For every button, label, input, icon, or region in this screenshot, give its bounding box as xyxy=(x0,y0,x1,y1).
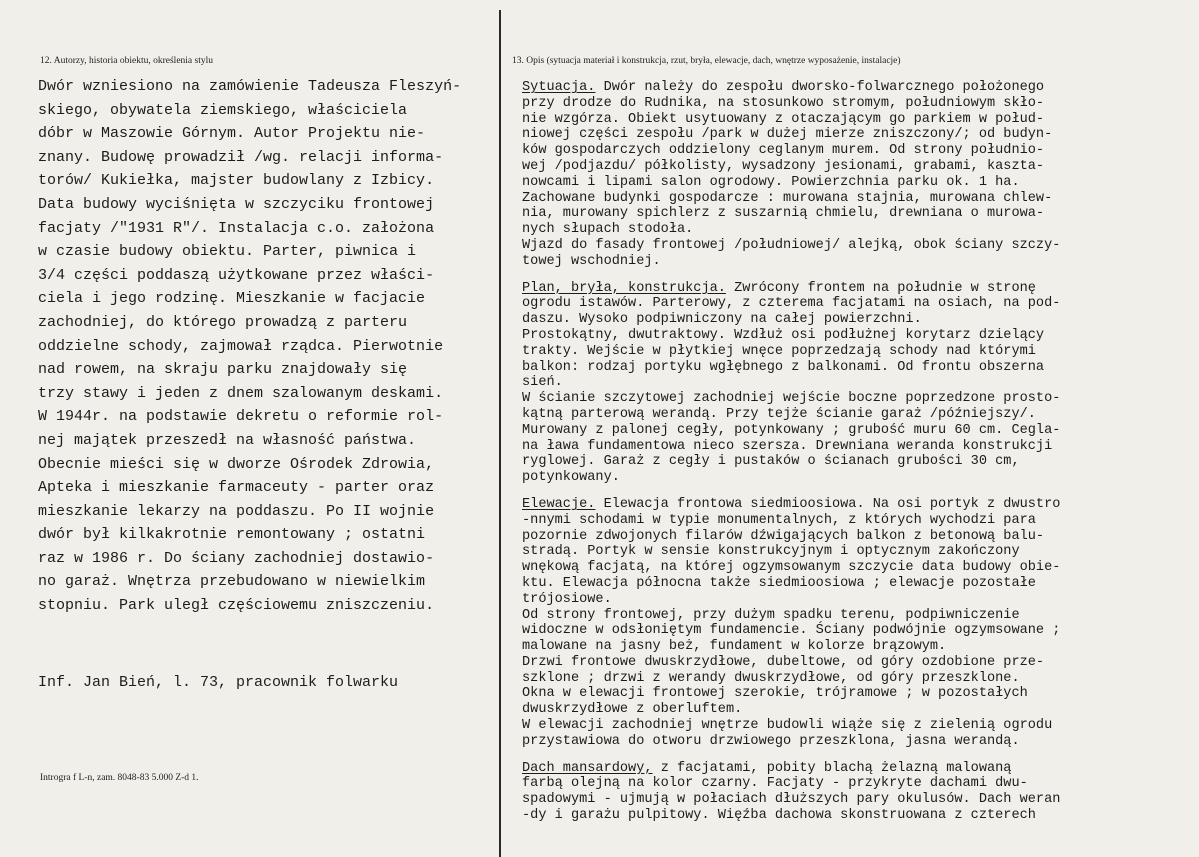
section-first-line xyxy=(522,281,1192,297)
description-text-line: Murowany z palonej cegły, potynkowany ; grubość muru 60 cm. Cegla- xyxy=(522,422,1061,438)
description-text-line: trójosiowe. xyxy=(522,591,612,607)
section-heading-continuation: z facjatami, pobity blachą żelazną malowaną xyxy=(652,760,1012,776)
description-text-line: daszu. Wysoko podpiwniczony na całej powierzchni. xyxy=(522,312,922,328)
description-text-line: W elewacji zachodniej wnętrze budowli wiąże się z zielenią ogrodu xyxy=(522,718,1053,734)
description-text-line: stradą. Portyk w sensie konstrukcyjnym i optycznym zakończony xyxy=(522,544,1020,560)
history-text-line: trzy stawy i jeden z dnem szalowanym deskami. xyxy=(38,384,444,402)
description-text-line: ryglowej. Garaż z cegły i pustaków o ścianach grubości 30 cm, xyxy=(522,454,1020,470)
history-text-line: Obecnie mieści się w dworze Ośrodek Zdrowia, xyxy=(38,455,435,473)
description-text-line: ktu. Elewacja północna także siedmioosiowa ; elewacje pozostałe xyxy=(522,575,1036,591)
section-first-line xyxy=(522,761,1192,777)
description-text-line: towej wschodniej. xyxy=(522,253,661,269)
right-column-header: 13. Opis (sytuacja materiał i konstrukcja, rzut, bryła, elewacje, dach, wnętrze wyposażenie, instalacje) xyxy=(512,56,901,66)
description-text-line: przy drodze do Rudnika, na stosunkowo stromym, południowym skło- xyxy=(522,95,1045,111)
description-text-line: potynkowany. xyxy=(522,470,620,486)
section-gap xyxy=(522,270,1192,281)
description-text-line: trakty. Wejście w płytkiej wnęce poprzedzają schody nad którymi xyxy=(522,343,1036,359)
description-text-line: Zachowane budynki gospodarcze : murowana stajnia, murowana chlew- xyxy=(522,190,1053,206)
section-gap xyxy=(522,486,1192,497)
history-text-line: Dwór wzniesiono na zamówienie Tadeusza Fleszyń- xyxy=(38,78,462,95)
history-text-line: torów/ Kukiełka, majster budowlany z Izbicy. xyxy=(38,172,435,190)
history-text-line: Apteka i mieszkanie farmaceuty - parter oraz xyxy=(38,479,435,497)
section-heading-continuation: Zwrócony frontem na południe w stronę xyxy=(725,280,1036,296)
history-text-line: w czasie budowy obiektu. Parter, piwnica i xyxy=(38,243,417,261)
section-heading-continuation: Dwór należy do zespołu dworsko-folwarcznego położonego xyxy=(595,80,1045,95)
history-text-line: raz w 1986 r. Do ściany zachodniej dostawio- xyxy=(38,549,435,567)
informant-note: Inf. Jan Bień, l. 73, pracownik folwarku xyxy=(38,674,399,691)
history-text-line: nej majątek przeszedł na własność państwa. xyxy=(38,431,417,449)
description-text-line: malowane na jasny beż, fundament w kolorze brązowym. xyxy=(522,639,947,655)
description-text-line: ogrodu istawów. Parterowy, z czterema facjatami na osiach, na pod- xyxy=(522,296,1061,312)
description-text-line: balkon: rodzaj portyku wgłębnego z balkonami. Od frontu obszerna xyxy=(522,359,1045,375)
description-text-line: nia, murowany spichlerz z suszarnią chmielu, drewniana o murowa- xyxy=(522,206,1045,222)
description-text-line: widoczne w odsłoniętym fundamencie. Ściany podwójnie ogzymsowane ; xyxy=(522,623,1061,639)
history-text-line: znany. Budowę prowadził /wg. relacji informa- xyxy=(38,148,444,166)
column-divider xyxy=(499,10,501,857)
history-text-line: stopniu. Park uległ częściowemu zniszczeniu. xyxy=(38,597,435,615)
description-text-line: wej /podjazdu/ półkolisty, wysadzony jesionami, grabami, kaszta- xyxy=(522,158,1045,174)
section-heading: Elewacje. xyxy=(522,496,596,512)
history-text-line: W 1944r. na podstawie dekretu o reformie rol- xyxy=(38,408,444,426)
description-text-line: sień. xyxy=(522,375,563,391)
printer-imprint: Introgra f L-n, zam. 8048-83 5.000 Z-d 1. xyxy=(40,773,199,783)
left-column-header: 12. Autorzy, historia obiektu, określenia stylu xyxy=(40,56,213,66)
description-text-line: spadowymi - ujmują w połaciach dłuższych pary okulusów. Dach weran xyxy=(522,792,1061,808)
description-text-line: nowcami i lipami salon ogrodowy. Powierzchnia parku ok. 1 ha. xyxy=(522,174,1020,190)
section-first-line xyxy=(522,80,1192,96)
description-text-line: szklone ; drzwi z werandy dwuskrzydłowe, od góry przeszklone. xyxy=(522,670,1020,686)
history-text-line: ciela i jego rodzinę. Mieszkanie w facjacie xyxy=(38,290,426,308)
history-text-line: 3/4 części poddaszą użytkowane przez właści- xyxy=(38,266,435,284)
description-text-line: przystawiowa do otworu drzwiowego przeszklona, jasna werandą. xyxy=(522,733,1020,749)
description-text-line: Od strony frontowej, przy dużym spadku terenu, podpiwniczenie xyxy=(522,607,1020,623)
description-text-line: nie wzgórza. Obiekt usytuowany z otaczającym go parkiem w połud- xyxy=(522,111,1045,127)
history-text-line: no garaż. Wnętrza przebudowano w niewielkim xyxy=(38,573,426,591)
description-text-line: wnękową facjatą, na której ogzymsowanym szczycie data budowy obie- xyxy=(522,560,1061,576)
section-heading-continuation: Elewacja frontowa siedmioosiowa. Na osi portyk z dwustro xyxy=(595,496,1061,512)
history-text-line: skiego, obywatela ziemskiego, właściciela xyxy=(38,101,408,119)
description-text-line: Prostokątny, dwutraktowy. Wzdłuż osi podłużnej korytarz dzielący xyxy=(522,327,1045,343)
description-text-line: na ława fundamentowa nieco szersza. Drewniana weranda konstrukcji xyxy=(522,438,1053,454)
section-heading: Plan, bryła, konstrukcja. xyxy=(522,280,726,296)
history-text-line: Data budowy wyciśnięta w szczyciku frontowej xyxy=(38,195,435,213)
description-text-line: nych słupach stodoła. xyxy=(522,222,694,238)
history-text-line: oddzielne schody, zajmował rządca. Pierwotnie xyxy=(38,337,444,355)
description-text-line: -nnymi schodami w typie monumentalnych, z których wychodzi para xyxy=(522,512,1036,528)
history-text-line: mieszkanie lekarzy na poddaszu. Po II wojnie xyxy=(38,502,435,520)
description-text-line: farbą olejną na kolor czarny. Facjaty - przykryte dachami dwu- xyxy=(522,776,1028,792)
section-gap xyxy=(522,750,1192,761)
description-text-line: kątną parterową werandą. Przy tejże ścianie garaż /późniejszy/. xyxy=(522,406,1036,422)
description-text-column xyxy=(522,80,1192,824)
history-text-line: dwór był kilkakrotnie remontowany ; ostatni xyxy=(38,526,426,544)
description-text-line: niowej części zespołu /park w dużej mierze zniszczony/; od budyn- xyxy=(522,127,1053,143)
description-text-line: dwuskrzydłowe z oberluftem. xyxy=(522,702,743,718)
description-text-line: ków gospodarczych oddzielony ceglanym murem. Od strony południo- xyxy=(522,143,1045,159)
history-text-line: nad rowem, na skraju parku znajdowały się xyxy=(38,361,408,379)
history-text-line: facjaty /"1931 R"/. Instalacja c.o. założona xyxy=(38,219,435,237)
description-text-line: -dy i garażu pulpitowy. Więźba dachowa skonstruowana z czterech xyxy=(522,808,1036,824)
description-text-line: pozornie zdwojonych filarów dźwigających balkon z betonową balu- xyxy=(522,528,1045,544)
history-text-line: dóbr w Maszowie Górnym. Autor Projektu nie- xyxy=(38,125,426,143)
section-heading: Sytuacja. xyxy=(522,80,596,95)
description-text-line: W ścianie szczytowej zachodniej wejście boczne poprzedzone prosto- xyxy=(522,391,1061,407)
history-text-column xyxy=(38,75,498,618)
section-heading: Dach mansardowy, xyxy=(522,760,653,776)
history-text-line: zachodniej, do którego prowadzą z parteru xyxy=(38,313,408,331)
description-text-line: Wjazd do fasady frontowej /południowej/ alejką, obok ściany szczy- xyxy=(522,237,1061,253)
description-text-line: Okna w elewacji frontowej szerokie, trójramowe ; w pozostałych xyxy=(522,686,1028,702)
description-text-line: Drzwi frontowe dwuskrzydłowe, dubeltowe, od góry ozdobione prze- xyxy=(522,654,1045,670)
section-first-line xyxy=(522,497,1192,513)
